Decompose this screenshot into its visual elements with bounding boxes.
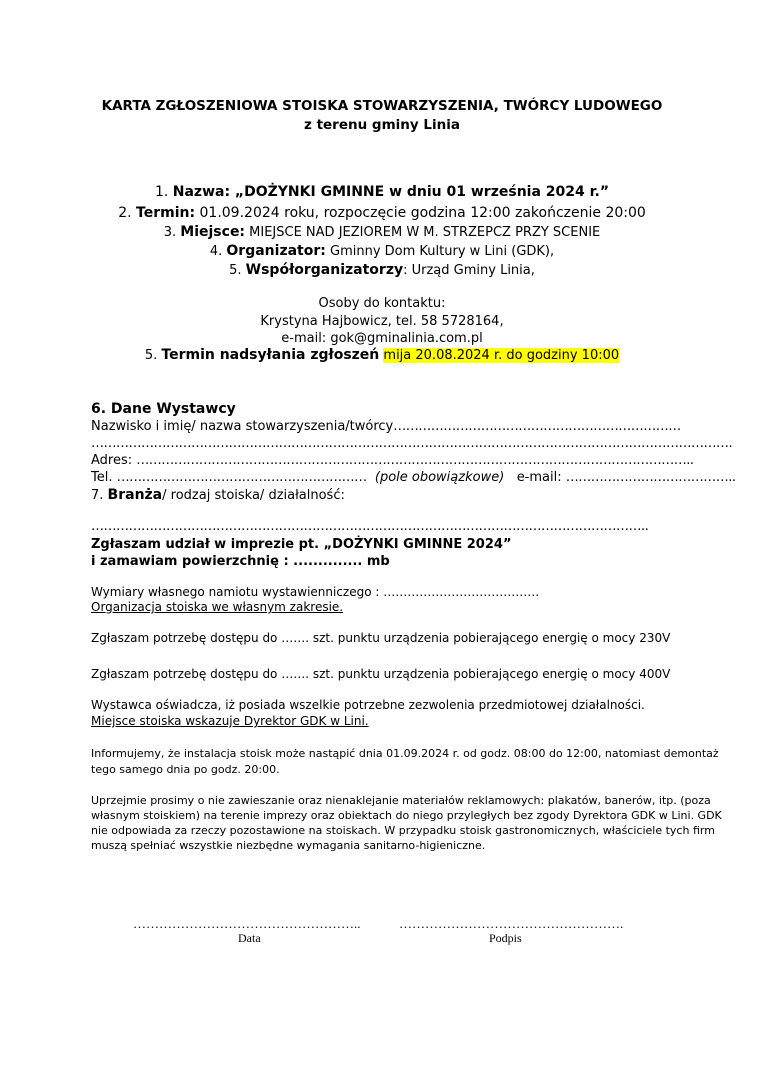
power-400v-request[interactable]: Zgłaszam potrzebę dostępu do ……. szt. punktu urządzenia pobierającego energię o mocy 400V xyxy=(91,667,671,681)
installation-note-line-1: Informujemy, że instalacja stoisk może nastąpić dnia 01.09.2024 r. od godz. 08:00 do 12:00, natomiast demontaż xyxy=(91,747,719,760)
organizer: Gminny Dom Kultury w Lini (GDK), xyxy=(325,244,555,259)
self-organization-note: Organizacja stoiska we własnym zakresie. xyxy=(91,600,344,614)
phone-field[interactable]: …………………………………………………… xyxy=(116,470,367,485)
co-organizer-line: 5. Współorganizatorzy: Urząd Gminy Linia, xyxy=(229,262,535,278)
area-order: i zamawiam powierzchnię : .............. mb xyxy=(91,554,390,569)
signature-field[interactable]: ……………………………………………. xyxy=(399,916,624,931)
advertising-note-line-3: nie odpowiada za rzeczy pozostawione na stoiskach. W przypadku stoisk gastronomicznych, właściciele tych firm xyxy=(91,824,715,837)
power-230v-request[interactable]: Zgłaszam potrzebę dostępu do ……. szt. punktu urządzenia pobierającego energię o mocy 230V xyxy=(91,631,671,645)
advertising-note-line-4: muszą spełniać wszystkie niezbędne wymagania sanitarno-higieniczne. xyxy=(91,839,486,852)
location-note: Miejsce stoiska wskazuje Dyrektor GDK w Lini. xyxy=(91,714,369,728)
exhibitor-name-field[interactable]: Nazwisko i imię/ nazwa stowarzyszenia/twórcy…………………………………………………………… xyxy=(91,419,681,434)
event-place-line: 3. Miejsce: MIEJSCE NAD JEZIOREM W M. STRZEPCZ PRZY SCENIE xyxy=(163,224,601,240)
exhibitor-heading: 6. Dane Wystawcy xyxy=(91,401,236,417)
address-field[interactable]: Adres: …………………………………………………………………………………………………………………….. xyxy=(91,453,694,468)
signature-label: Podpis xyxy=(489,931,522,945)
email-label: e-mail: xyxy=(516,470,566,485)
date-field[interactable]: …………………………………………….. xyxy=(133,916,361,931)
deadline-highlight: mija 20.08.2024 r. do godziny 10:00 xyxy=(383,348,620,363)
participation-declaration: Zgłaszam udział w imprezie pt. „DOŻYNKI GMINNE 2024” xyxy=(91,537,512,552)
deadline-line: 5. Termin nadsyłania zgłoszeń mija 20.08.2024 r. do godziny 10:00 xyxy=(144,347,620,363)
exhibitor-name-label: Nazwisko i imię/ nazwa stowarzyszenia/twórcy xyxy=(91,419,394,434)
date-label: Data xyxy=(238,931,261,945)
co-organizer: : Urząd Gminy Linia, xyxy=(403,263,535,278)
branch-line: 7. Branża/ rodzaj stoiska/ działalność: xyxy=(91,487,345,503)
address-label: Adres: xyxy=(91,453,137,468)
organizer-line: 4. Organizator: Gminny Dom Kultury w Lini (GDK), xyxy=(209,243,555,259)
advertising-note-line-1: Uprzejmie prosimy o nie zawieszanie oraz nienaklejanie materiałów reklamowych: plakatów, banerów, itp. (poza xyxy=(91,794,711,807)
permits-statement: Wystawca oświadcza, iż posiada wszelkie potrzebne zezwolenia przedmiotowej działalności. xyxy=(91,698,645,712)
phone-email-row xyxy=(91,470,736,485)
event-date: 01.09.2024 roku, rozpoczęcie godzina 12:00 zakończenie 20:00 xyxy=(195,205,646,221)
installation-note-line-2: tego samego dnia po godz. 20:00. xyxy=(91,763,280,776)
exhibitor-name-field-continued[interactable]: ………………………………………………………………………………………………………………………………………. xyxy=(91,436,733,451)
required-note: (pole obowiązkowe) xyxy=(374,470,505,485)
event-place: MIEJSCE NAD JEZIOREM W M. STRZEPCZ PRZY SCENIE xyxy=(245,225,601,240)
event-name: „DOŻYNKI GMINNE w dniu 01 września 2024 r.” xyxy=(230,184,610,200)
email-field[interactable]: ………………………………….. xyxy=(565,470,736,485)
advertising-note-line-2: własnym stoiskiem) na terenie imprezy oraz obiektach do niego przyległych bez zgody Dyrektora GDK w Lini. GDK xyxy=(91,809,722,822)
event-date-line: 2. Termin: 01.09.2024 roku, rozpoczęcie godzina 12:00 zakończenie 20:00 xyxy=(118,205,646,221)
tent-size-field[interactable]: Wymiary własnego namiotu wystawienniczego : ………………………………… xyxy=(91,585,540,599)
contact-person: Krystyna Hajbowicz, tel. 58 5728164, xyxy=(260,314,504,329)
branch-field[interactable]: …………………………………………………………………………………………………………………….. xyxy=(91,519,649,534)
form-title: KARTA ZGŁOSZENIOWA STOISKA STOWARZYSZENIA, TWÓRCY LUDOWEGO xyxy=(101,98,663,114)
contact-email: e-mail: gok@gminalinia.com.pl xyxy=(281,331,483,346)
contact-heading: Osoby do kontaktu: xyxy=(318,296,446,311)
form-subtitle: z terenu gminy Linia xyxy=(304,117,460,133)
event-name-line: 1. Nazwa: „DOŻYNKI GMINNE w dniu 01 września 2024 r.” xyxy=(154,184,610,200)
phone-label: Tel. xyxy=(91,470,117,485)
